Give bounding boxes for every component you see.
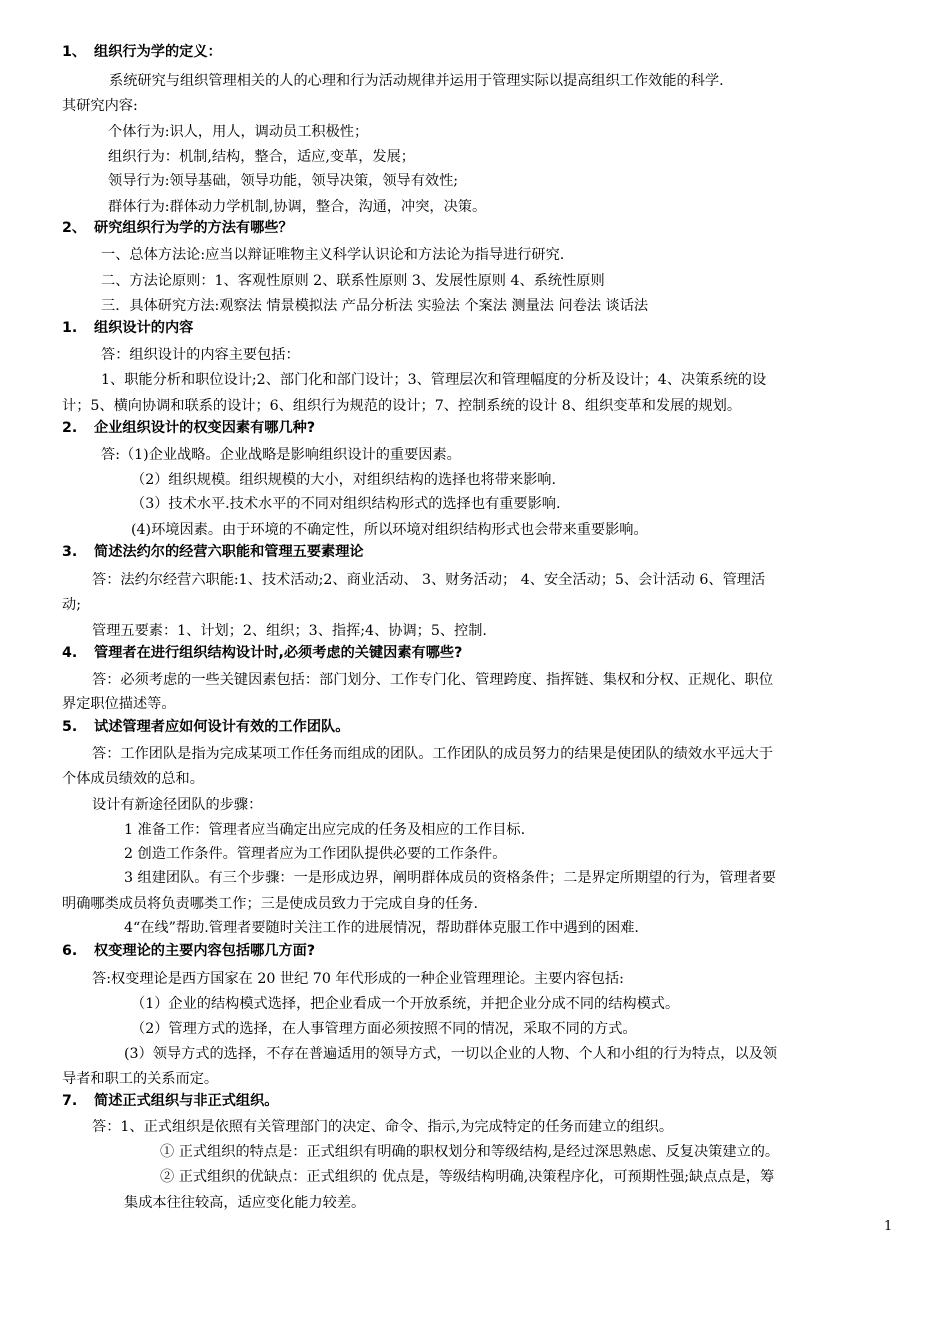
heading-number: 6. (62, 943, 78, 959)
text-line: 集成本往往较高，适应变化能力较差。 (124, 1195, 366, 1211)
text-line: 其研究内容: (62, 98, 138, 114)
text-line: ① 正式组织的特点是：正式组织有明确的职权划分和等级结构,是经过深思熟虑、反复决策建立的。 (160, 1144, 780, 1160)
heading-number: 7. (62, 1093, 78, 1109)
text-line: 一、总体方法论:应当以辩证唯物主义科学认识论和方法论为指导进行研究. (101, 247, 565, 263)
text-line: 答:权变理论是西方国家在 20 世纪 70 年代形成的一种企业管理理论。主要内容包括: (92, 971, 624, 987)
text-line: （1）企业的结构模式选择，把企业看成一个开放系统，并把企业分成不同的结构模式。 (131, 996, 680, 1012)
heading-number: 3. (62, 544, 78, 560)
section-heading (62, 42, 222, 62)
text-line: 管理五要素：1、计划；2、组织；3、指挥;4、协调；5、控制. (92, 623, 487, 639)
heading-text: 组织设计的内容 (94, 320, 194, 336)
text-line: （2）组织规模。组织规模的大小，对组织结构的选择也将带来影响. (131, 472, 556, 488)
heading-number: 2、 (62, 220, 87, 236)
text-line: 设计有新途径团队的步骤： (92, 797, 263, 813)
text-line: 个体成员绩效的总和。 (62, 771, 204, 787)
text-line: 二、方法论原则：1、客观性原则 2、联系性原则 3、发展性原则 4、系统性原则 (101, 273, 605, 289)
text-line: 个体行为:识人，用人，调动员工积极性； (108, 124, 369, 140)
text-line: ② 正式组织的优缺点：正式组织的 优点是，等级结构明确,决策程序化，可预期性强;缺点点是，筹 (160, 1169, 775, 1185)
heading-text: 简述法约尔的经营六职能和管理五要素理论 (94, 544, 364, 560)
section-heading (62, 1091, 278, 1111)
section-heading (62, 218, 293, 238)
text-line: 群体行为:群体动力学机制,协调，整合，沟通，冲突，决策。 (108, 199, 487, 215)
heading-number: 5. (62, 719, 78, 735)
text-line: 系统研究与组织管理相关的人的心理和行为活动规律并运用于管理实际以提高组织工作效能的科学. (109, 73, 724, 89)
text-line: （2）管理方式的选择，在人事管理方面必须按照不同的情况，采取不同的方式。 (131, 1021, 637, 1037)
section-heading (62, 418, 315, 438)
text-line: 答：组织设计的内容主要包括： (101, 347, 300, 363)
text-line: 动; (62, 597, 81, 613)
section-heading (62, 717, 349, 737)
heading-number: 4. (62, 645, 78, 661)
section-heading (62, 941, 315, 961)
text-line: 领导行为:领导基础，领导功能，领导决策，领导有效性; (108, 173, 459, 189)
text-line: 计；5、横向协调和联系的设计；6、组织行为规范的设计；7、控制系统的设计 8、组织变革和发展的规划。 (62, 398, 742, 414)
text-line: 1 准备工作：管理者应当确定出应完成的任务及相应的工作目标. (124, 822, 526, 838)
heading-text: 简述正式组织与非正式组织。 (94, 1093, 279, 1109)
heading-text: 试述管理者应如何设计有效的工作团队。 (94, 719, 350, 735)
section-heading (62, 643, 462, 663)
text-line: 3 组建团队。有三个步骤：一是形成边界，阐明群体成员的资格条件；二是界定所期望的行为，管理者要 (124, 870, 776, 886)
text-line: 界定职位描述等。 (62, 696, 176, 712)
text-line: 导者和职工的关系而定。 (62, 1071, 219, 1087)
text-line: 1、职能分析和职位设计;2、部门化和部门设计；3、管理层次和管理幅度的分析及设计；4、决策系统的设 (101, 372, 767, 388)
page-number: 1 (884, 1219, 893, 1234)
text-line: 答:（1)企业战略。企业战略是影响组织设计的重要因素。 (101, 447, 461, 463)
text-line: 2 创造工作条件。管理者应为工作团队提供必要的工作条件。 (124, 846, 507, 862)
heading-number: 2. (62, 420, 78, 436)
section-heading (62, 318, 193, 338)
heading-text: 组织行为学的定义： (94, 44, 222, 60)
text-line: 明确哪类成员将负责哪类工作；三是使成员致力于完成自身的任务. (62, 896, 478, 912)
text-line: (3）领导方式的选择，不存在普遍适用的领导方式，一切以企业的人物、个人和小组的行为特点，以及领 (124, 1046, 778, 1062)
text-line: 答：法约尔经营六职能:1、技术活动;2、商业活动、 3、财务活动； 4、安全活动；5、会计活动 6、管理活 (92, 572, 766, 588)
text-line: （3）技术水平.技术水平的不同对组织结构形式的选择也有重要影响. (131, 496, 561, 512)
heading-text: 企业组织设计的权变因素有哪几种? (94, 420, 316, 436)
heading-number: 1. (62, 320, 78, 336)
text-line: (4)环境因素。由于环境的不确定性，所以环境对组织结构形式也会带来重要影响。 (131, 522, 648, 538)
text-line: 三．具体研究方法:观察法 情景模拟法 产品分析法 实验法 个案法 测量法 问卷法 谈话法 (101, 298, 649, 314)
heading-text: 研究组织行为学的方法有哪些？ (94, 220, 293, 236)
section-heading (62, 542, 364, 562)
heading-number: 1、 (62, 44, 87, 60)
heading-text: 权变理论的主要内容包括哪几方面? (94, 943, 316, 959)
text-line: 答：1、正式组织是依照有关管理部门的决定、命令、指示,为完成特定的任务而建立的组织。 (92, 1119, 674, 1135)
text-line: 组织行为：机制,结构，整合，适应,变革，发展； (108, 149, 415, 165)
text-line: 答：工作团队是指为完成某项工作任务而组成的团队。工作团队的成员努力的结果是使团队的绩效水平远大于 (92, 746, 774, 762)
heading-text: 管理者在进行组织结构设计时,必须考虑的关键因素有哪些? (94, 645, 463, 661)
text-line: 答：必须考虑的一些关键因素包括：部门划分、工作专门化、管理跨度、指挥链、集权和分权、正规化、职位 (92, 672, 774, 688)
text-line: 4“在线”帮助.管理者要随时关注工作的进展情况，帮助群体克服工作中遇到的困难. (124, 920, 639, 936)
